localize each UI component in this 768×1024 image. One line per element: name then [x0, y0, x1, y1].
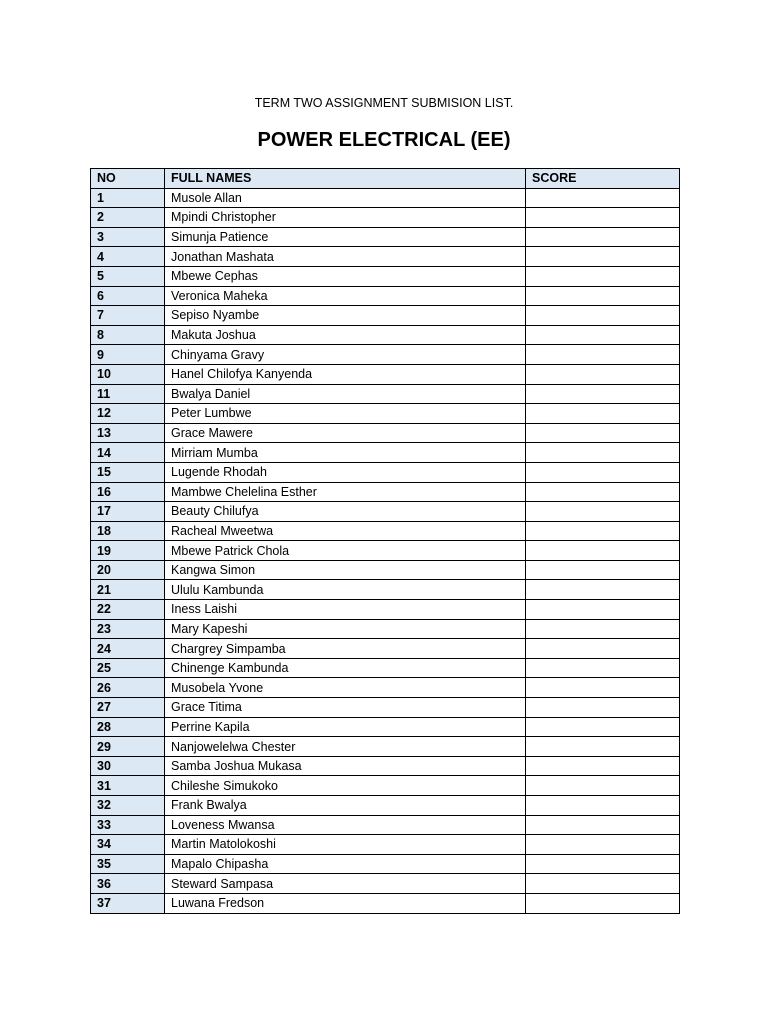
score-cell [526, 306, 680, 326]
score-cell [526, 364, 680, 384]
score-cell [526, 521, 680, 541]
full-name-cell: Mirriam Mumba [165, 443, 526, 463]
row-number-cell: 19 [91, 541, 165, 561]
row-number-cell: 23 [91, 619, 165, 639]
table-row [91, 560, 680, 580]
score-cell [526, 482, 680, 502]
score-cell [526, 698, 680, 718]
table-row [91, 286, 680, 306]
full-name-cell: Sepiso Nyambe [165, 306, 526, 326]
row-number-cell: 32 [91, 796, 165, 816]
full-name-cell: Chargrey Simpamba [165, 639, 526, 659]
table-header [91, 169, 680, 189]
row-number-cell: 36 [91, 874, 165, 894]
full-name-cell: Kangwa Simon [165, 560, 526, 580]
score-cell [526, 384, 680, 404]
table-row [91, 188, 680, 208]
table-row [91, 854, 680, 874]
table-row [91, 443, 680, 463]
score-cell [526, 874, 680, 894]
score-cell [526, 325, 680, 345]
row-number-cell: 12 [91, 404, 165, 424]
row-number-cell: 20 [91, 560, 165, 580]
full-name-cell: Mary Kapeshi [165, 619, 526, 639]
full-name-cell: Simunja Patience [165, 227, 526, 247]
row-number-cell: 14 [91, 443, 165, 463]
row-number-cell: 4 [91, 247, 165, 267]
score-cell [526, 717, 680, 737]
score-cell [526, 404, 680, 424]
full-name-cell: Mbewe Patrick Chola [165, 541, 526, 561]
row-number-cell: 17 [91, 502, 165, 522]
score-cell [526, 776, 680, 796]
table-row [91, 874, 680, 894]
full-name-cell: Chinenge Kambunda [165, 658, 526, 678]
score-cell [526, 600, 680, 620]
full-name-cell: Racheal Mweetwa [165, 521, 526, 541]
table-body [91, 188, 680, 913]
column-header-no: NO [91, 169, 165, 189]
full-name-cell: Steward Sampasa [165, 874, 526, 894]
submission-table [90, 168, 680, 914]
table-row [91, 521, 680, 541]
table-row [91, 815, 680, 835]
full-name-cell: Frank Bwalya [165, 796, 526, 816]
row-number-cell: 11 [91, 384, 165, 404]
table-row [91, 639, 680, 659]
table-row [91, 208, 680, 228]
full-name-cell: Veronica Maheka [165, 286, 526, 306]
document-subtitle: TERM TWO ASSIGNMENT SUBMISION LIST. [254, 96, 514, 110]
table-row [91, 227, 680, 247]
row-number-cell: 35 [91, 854, 165, 874]
table-row [91, 776, 680, 796]
table-header-row [91, 169, 680, 189]
full-name-cell: Musobela Yvone [165, 678, 526, 698]
table-row [91, 835, 680, 855]
full-name-cell: Chileshe Simukoko [165, 776, 526, 796]
score-cell [526, 423, 680, 443]
row-number-cell: 18 [91, 521, 165, 541]
row-number-cell: 6 [91, 286, 165, 306]
row-number-cell: 7 [91, 306, 165, 326]
row-number-cell: 27 [91, 698, 165, 718]
full-name-cell: Loveness Mwansa [165, 815, 526, 835]
full-name-cell: Mambwe Chelelina Esther [165, 482, 526, 502]
column-header-full-names: FULL NAMES [165, 169, 526, 189]
full-name-cell: Mbewe Cephas [165, 266, 526, 286]
full-name-cell: Mapalo Chipasha [165, 854, 526, 874]
table-row [91, 247, 680, 267]
table-row [91, 698, 680, 718]
full-name-cell: Grace Titima [165, 698, 526, 718]
score-cell [526, 796, 680, 816]
table-row [91, 717, 680, 737]
full-name-cell: Samba Joshua Mukasa [165, 756, 526, 776]
table-row [91, 580, 680, 600]
score-cell [526, 247, 680, 267]
row-number-cell: 30 [91, 756, 165, 776]
row-number-cell: 29 [91, 737, 165, 757]
full-name-cell: Ululu Kambunda [165, 580, 526, 600]
full-name-cell: Bwalya Daniel [165, 384, 526, 404]
full-name-cell: Hanel Chilofya Kanyenda [165, 364, 526, 384]
score-cell [526, 345, 680, 365]
table-row [91, 619, 680, 639]
score-cell [526, 678, 680, 698]
score-cell [526, 266, 680, 286]
full-name-cell: Lugende Rhodah [165, 462, 526, 482]
table-row [91, 404, 680, 424]
row-number-cell: 37 [91, 893, 165, 913]
table-row [91, 658, 680, 678]
score-cell [526, 639, 680, 659]
score-cell [526, 286, 680, 306]
score-cell [526, 854, 680, 874]
score-cell [526, 443, 680, 463]
table-row [91, 893, 680, 913]
score-cell [526, 737, 680, 757]
score-cell [526, 560, 680, 580]
document-title: POWER ELECTRICAL (EE) [257, 129, 511, 151]
table-row [91, 462, 680, 482]
full-name-cell: Nanjowelelwa Chester [165, 737, 526, 757]
score-cell [526, 541, 680, 561]
full-name-cell: Martin Matolokoshi [165, 835, 526, 855]
table-row [91, 384, 680, 404]
table-row [91, 756, 680, 776]
table-row [91, 796, 680, 816]
full-name-cell: Chinyama Gravy [165, 345, 526, 365]
row-number-cell: 22 [91, 600, 165, 620]
row-number-cell: 15 [91, 462, 165, 482]
row-number-cell: 34 [91, 835, 165, 855]
table-row [91, 502, 680, 522]
full-name-cell: Makuta Joshua [165, 325, 526, 345]
full-name-cell: Peter Lumbwe [165, 404, 526, 424]
table-row [91, 306, 680, 326]
full-name-cell: Iness Laishi [165, 600, 526, 620]
row-number-cell: 16 [91, 482, 165, 502]
full-name-cell: Musole Allan [165, 188, 526, 208]
score-cell [526, 502, 680, 522]
row-number-cell: 13 [91, 423, 165, 443]
score-cell [526, 756, 680, 776]
table-row [91, 678, 680, 698]
row-number-cell: 3 [91, 227, 165, 247]
full-name-cell: Mpindi Christopher [165, 208, 526, 228]
row-number-cell: 10 [91, 364, 165, 384]
table-row [91, 266, 680, 286]
score-cell [526, 580, 680, 600]
row-number-cell: 9 [91, 345, 165, 365]
row-number-cell: 1 [91, 188, 165, 208]
score-cell [526, 462, 680, 482]
score-cell [526, 815, 680, 835]
table-row [91, 423, 680, 443]
row-number-cell: 24 [91, 639, 165, 659]
table-row [91, 737, 680, 757]
full-name-cell: Beauty Chilufya [165, 502, 526, 522]
row-number-cell: 21 [91, 580, 165, 600]
row-number-cell: 28 [91, 717, 165, 737]
table-row [91, 345, 680, 365]
row-number-cell: 26 [91, 678, 165, 698]
table-row [91, 600, 680, 620]
full-name-cell: Jonathan Mashata [165, 247, 526, 267]
score-cell [526, 835, 680, 855]
row-number-cell: 33 [91, 815, 165, 835]
score-cell [526, 658, 680, 678]
table-row [91, 364, 680, 384]
score-cell [526, 208, 680, 228]
score-cell [526, 227, 680, 247]
score-cell [526, 893, 680, 913]
table-row [91, 325, 680, 345]
row-number-cell: 31 [91, 776, 165, 796]
score-cell [526, 619, 680, 639]
full-name-cell: Grace Mawere [165, 423, 526, 443]
table-row [91, 541, 680, 561]
full-name-cell: Perrine Kapila [165, 717, 526, 737]
column-header-score: SCORE [526, 169, 680, 189]
score-cell [526, 188, 680, 208]
row-number-cell: 2 [91, 208, 165, 228]
row-number-cell: 5 [91, 266, 165, 286]
table-row [91, 482, 680, 502]
full-name-cell: Luwana Fredson [165, 893, 526, 913]
row-number-cell: 8 [91, 325, 165, 345]
row-number-cell: 25 [91, 658, 165, 678]
